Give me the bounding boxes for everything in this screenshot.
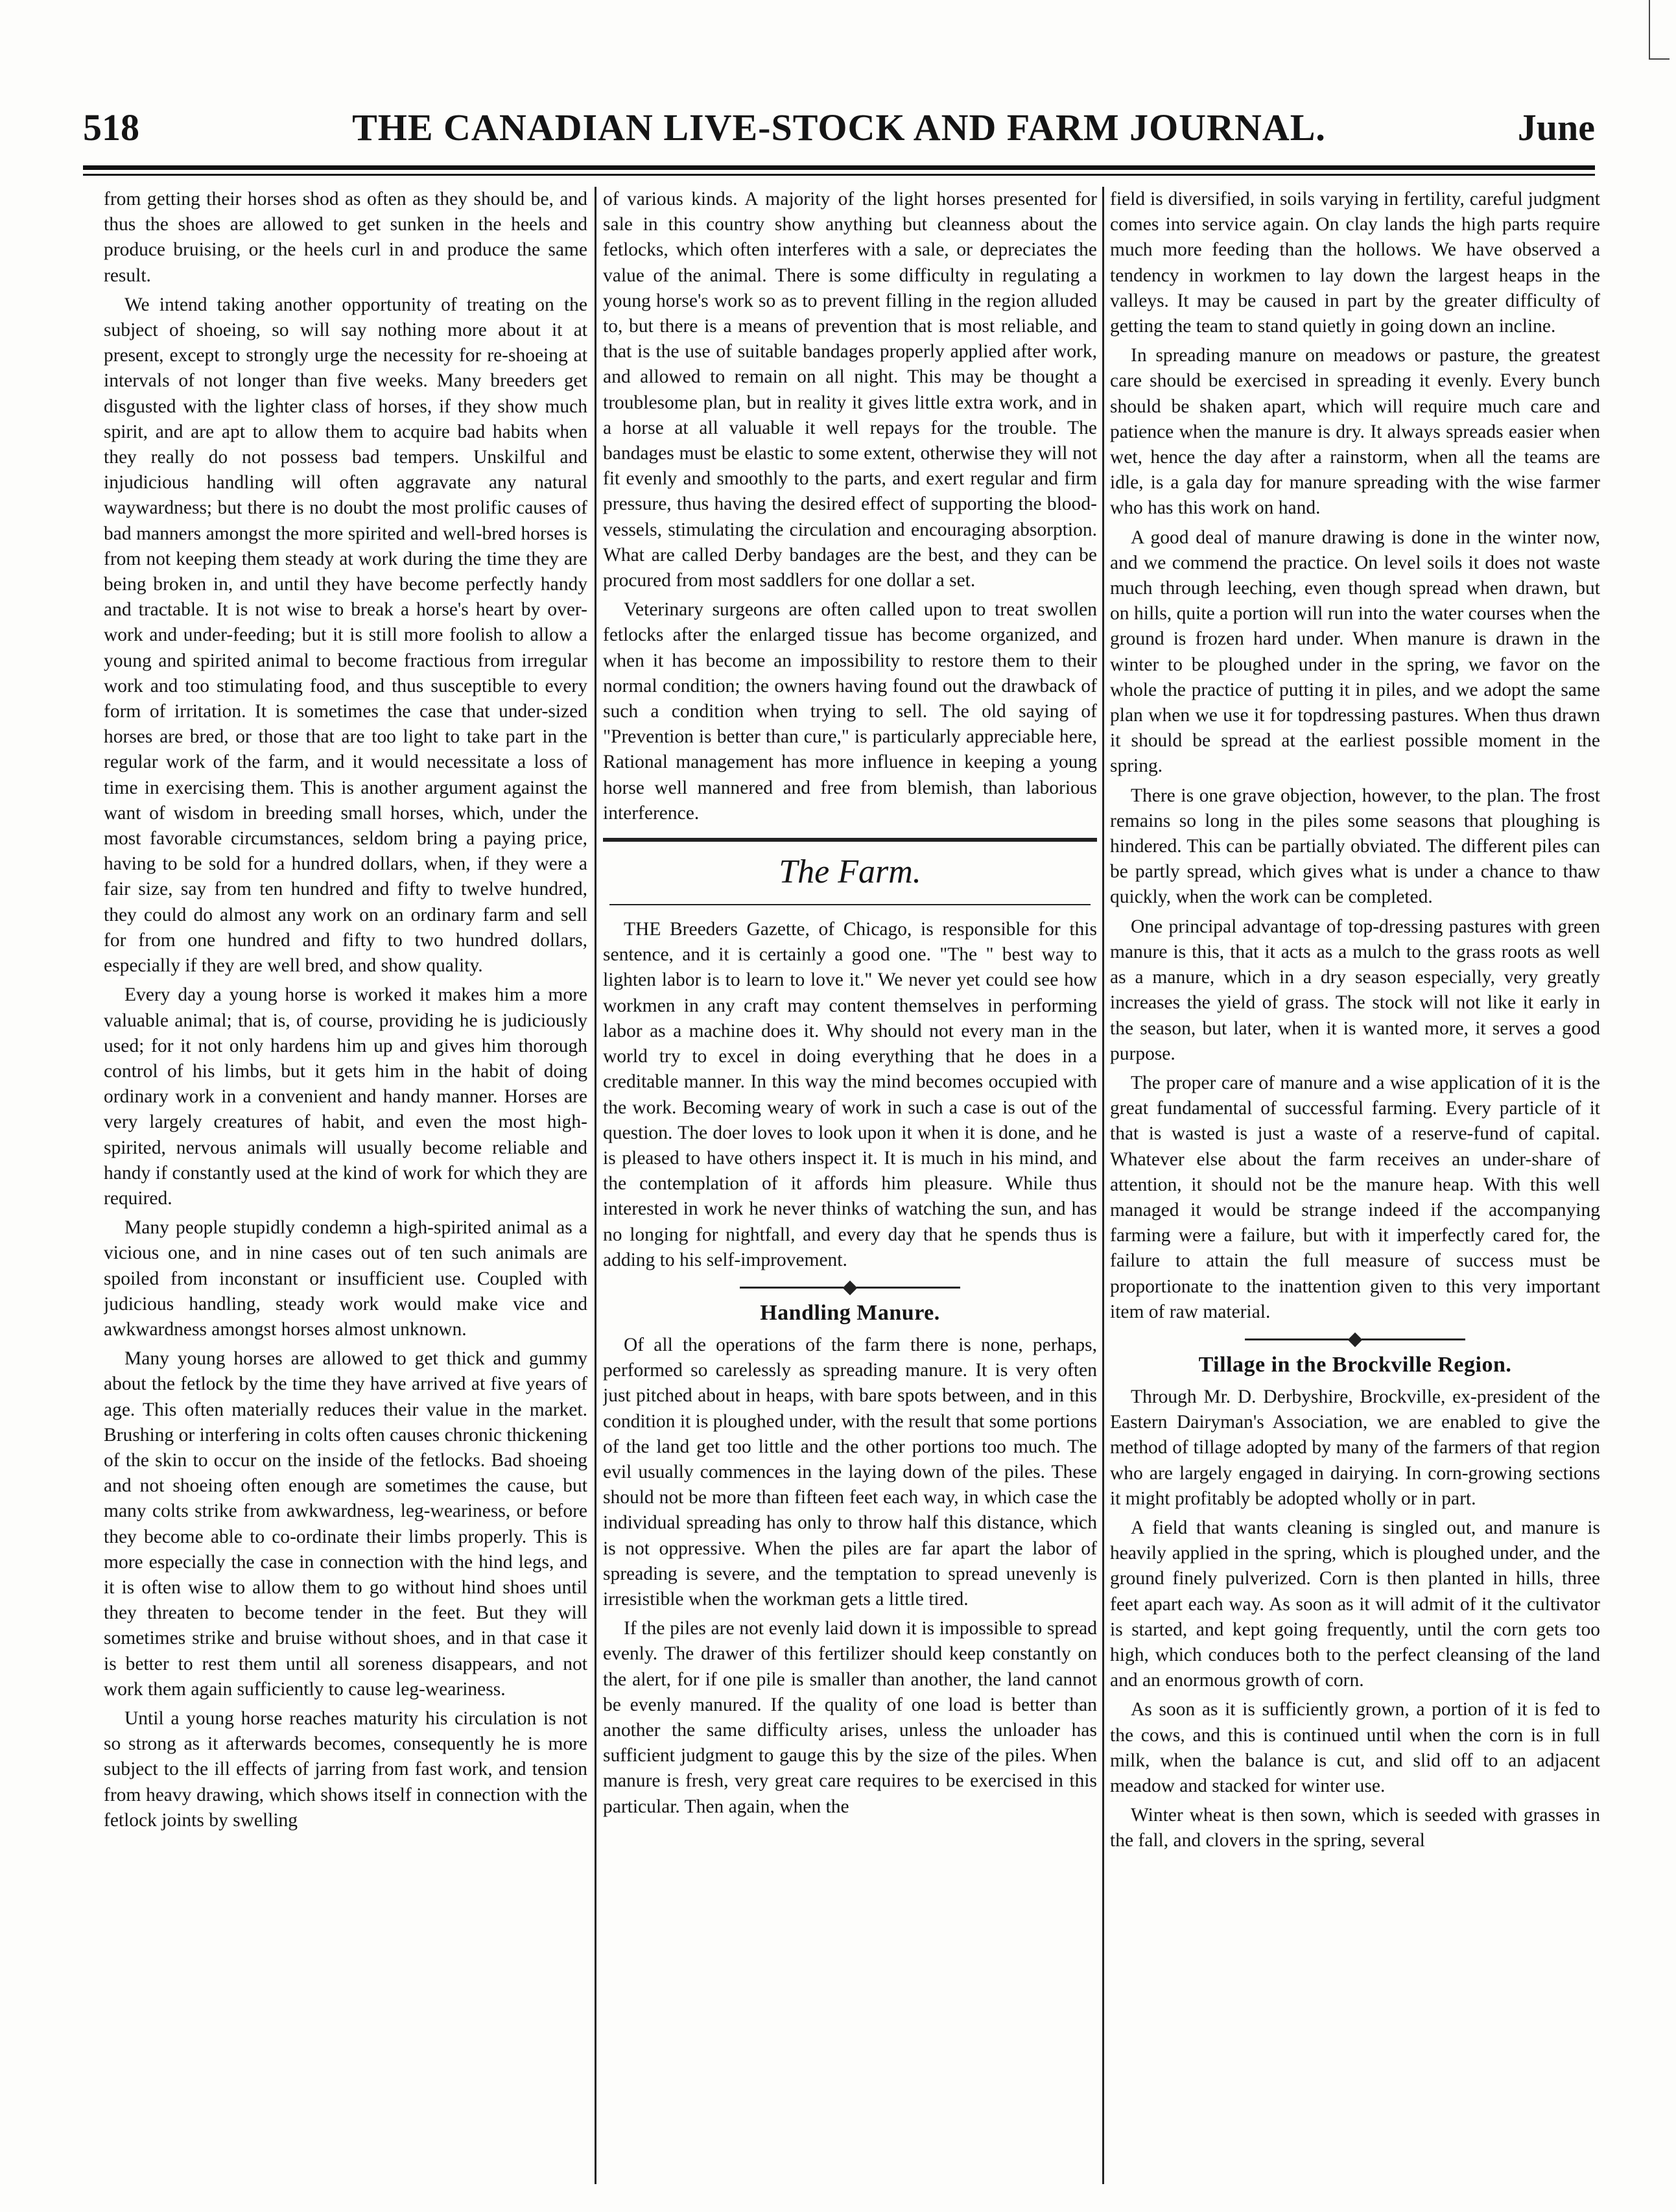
paragraph: Of all the operations of the farm there is none, perhaps, performed so carelessly as spreading manure. It is very often just pitched about in heaps, with bare spots between, and in this condition it is ploughed under, with the result that some portions of the land get too little and the other portions too much. The evil usually commences in the laying down of the piles. These should not be more than fifteen feet each way, in which case the individual spreading has only to throw half this distance, which is not oppressive. When the piles are far apart the labor of spreading is severe, and the temptation to spread unevenly is irresistible when the workman gets a little tired. bbox=[603, 1334, 1097, 1610]
paragraph: Until a young horse reaches maturity his circulation is not so strong as it afterwards becomes, consequently he is more subject to the ill effects of jarring from fast work, and tension from heavy drawing, which shows itself in connection with the fetlock joints by swelling bbox=[104, 1707, 587, 1831]
column-1 bbox=[104, 187, 587, 2184]
header-rule bbox=[83, 165, 1595, 170]
section-rule bbox=[609, 904, 1091, 905]
ornament-divider bbox=[1110, 1331, 1600, 1348]
paragraph: Every day a young horse is worked it makes him a more valuable animal; that is, of course, providing he is judiciously used; for it not only hardens him up and gives him thorough control of his limbs, but it gets him in the habit of doing ordinary work in a convenient and handy manner. Horses are very largely creatures of habit, and even the most high-spirited, nervous animals will usually become reliable and handy if constantly used at the kind of work for which they are required. bbox=[104, 984, 587, 1209]
paragraph: One principal advantage of top-dressing pastures with green manure is this, that it acts as a mulch to the grass roots as well as a manure, which in a dry season especially, very greatly increases the yield of grass. The stock will not like it early in the season, but later, when it is wanted more, it serves a good purpose. bbox=[1110, 916, 1600, 1064]
paragraph: We intend taking another opportunity of treating on the subject of shoeing, so will say nothing more about it at present, except to strongly urge the necessity for re-shoeing at intervals of not longer than five weeks. Many breeders get disgusted with the lighter class of horses, if they show much spirit, and are apt to allow them to acquire bad habits when they really do not possess bad tempers. Unskilful and injudicious handling will often aggravate any natural waywardness; but there is no doubt the most prolific causes of bad manners amongst the more spirited and well-bred horses is from not keeping them steady at work during the time they are being broken in, and until they have become perfectly handy and tractable. It is not wise to break a horse's heart by over-work and under-feeding; but it is still more foolish to allow a young and spirited animal to become fractious from irregular work and too stimulating food, and thus susceptible to every form of irritation. It is sometimes the case that under-sized horses are bred, or those that are too light to take part in the regular work of the farm, and it would necessitate a loss of time in exercising them. This is another argument against the want of wisdom in breeding small horses, which, under the most favorable circumstances, seldom bring a paying price, having to be sold for a hundred dollars, when, if they were a fair size, say from ten hundred and fifty to twelve hundred, they could do almost any work on an ordinary farm and sell for from one hundred and fifty to two hundred dollars, especially if they are well bred, and show quality. bbox=[104, 294, 587, 977]
column-2 bbox=[603, 187, 1097, 2184]
article-heading: Handling Manure. bbox=[760, 1300, 940, 1325]
ornament-divider bbox=[603, 1279, 1097, 1296]
page-number: 518 bbox=[83, 106, 139, 149]
paragraph: field is diversified, in soils varying in fertility, careful judgment comes into service again. On clay lands the high parts require much more feeding than the hollows. We have observed a tendency in workmen to lay down the largest heaps in the valleys. It may be caused in part by the greater difficulty of getting the team to stand quietly in going down an incline. bbox=[1110, 189, 1600, 337]
page-header bbox=[83, 101, 1595, 159]
paragraph: of various kinds. A majority of the light horses presented for sale in this country show anything but cleanness about the fetlocks, which often interferes with a sale, or depreciates the value of the animal. There is some difficulty in regulating a young horse's work so as to prevent filling in the region alluded to, but there is a means of prevention that is most reliable, and that is the use of suitable bandages properly applied after work, and allowed to remain on all night. This may be thought a troublesome plan, but in reality it gives little extra work, and in a horse at all valuable it well repays for the trouble. The bandages must be elastic to some extent, otherwise they will not fit evenly and smoothly to the parts, and exert regular and firm pressure, thus having the desired effect of supporting the blood-vessels, stimulating the circulation and encouraging absorption. What are called Derby bandages are the best, and they can be procured from most saddlers for one dollar a set. bbox=[603, 189, 1097, 591]
column-3 bbox=[1110, 187, 1600, 2184]
paragraph: If the piles are not evenly laid down it is impossible to spread evenly. The drawer of this fertilizer should keep constantly on the alert, for if one pile is smaller than another, the land cannot be evenly manured. If the quality of one load is better than another the same difficulty arises, unless the unloader has sufficient judgment to gauge this by the size of the piles. When manure is fresh, very great care requires to be exercised in this particular. Then again, when the bbox=[603, 1618, 1097, 1817]
article-heading: Tillage in the Brockville Region. bbox=[1198, 1352, 1512, 1377]
paragraph: As soon as it is sufficiently grown, a portion of it is fed to the cows, and this is continued until when the corn is in full milk, when the balance is cut, and slid off to an adjacent meadow and stacked for winter use. bbox=[1110, 1699, 1600, 1796]
paragraph: THE Breeders Gazette, of Chicago, is responsible for this sentence, and it is certainly a good one. "The " best way to lighten labor is to learn to love it." We never yet could see how workmen in any craft may content themselves in performing labor as a machine does it. Why should not every man in the world try to excel in doing everything that he does in a creditable manner. In this way the mind becomes occupied with the work. Becoming weary of work in such a case is out of the question. The doer loves to look upon it when it is done, and he is pleased to have others inspect it. It is much in his mind, and the contemplation of it affords him pleasure. While thus interested in work he never thinks of watching the sun, and has no longing for nightfall, and every day that he spends thus is adding to his self-improvement. bbox=[603, 919, 1097, 1270]
journal-title: THE CANADIAN LIVE-STOCK AND FARM JOURNAL. bbox=[352, 106, 1326, 149]
section-title: The Farm. bbox=[779, 853, 921, 891]
paragraph: In spreading manure on meadows or pasture, the greatest care should be exercised in spreading it evenly. Every bunch should be shaken apart, which will require much care and patience when the manure is dry. It always spreads easier when wet, hence the day after a rainstorm, when all the teams are idle, is a gala day for manure spreading with the wise farmer who has this work on hand. bbox=[1110, 345, 1600, 519]
paragraph: from getting their horses shod as often as they should be, and thus the shoes are allowed to get sunken in the heels and produce bruising, or the heels curl in and produce the same result. bbox=[104, 189, 587, 286]
page-edge-mark bbox=[1649, 0, 1670, 60]
header-rule-thin bbox=[83, 174, 1595, 176]
paragraph: A good deal of manure drawing is done in the winter now, and we commend the practice. On level soils it does not waste much through leeching, even though spread when drawn, but on hills, quite a portion will run into the water courses when the ground is frozen hard under. When manure is drawn in the winter to be ploughed under in the spring, we favor on the whole the practice of putting it in piles, and we adopt the same plan when we use it for topdressing pastures. When thus drawn it should be spread at the earliest possible moment in the spring. bbox=[1110, 527, 1600, 777]
issue-month: June bbox=[1517, 106, 1595, 149]
column-separator bbox=[1102, 187, 1104, 2184]
paragraph: Many people stupidly condemn a high-spirited animal as a vicious one, and in nine cases out of ten such animals are spoiled from inconstant or insufficient use. Coupled with judicious handling, steady work would make vice and awkwardness amongst horses almost unknown. bbox=[104, 1217, 587, 1340]
paragraph: There is one grave objection, however, to the plan. The frost remains so long in the piles some seasons that ploughing is hindered. This can be partially obviated. The different piles can be partly spread, which gives what is under a chance to thaw quickly, when the work can be completed. bbox=[1110, 785, 1600, 908]
paragraph: Winter wheat is then sown, which is seeded with grasses in the fall, and clovers in the spring, several bbox=[1110, 1805, 1600, 1851]
paragraph: The proper care of manure and a wise application of it is the great fundamental of successful farming. Every particle of it that is wasted is just a waste of a reserve-fund of capital. Whatever else about the farm receives an under-share of attention, it should not be the manure heap. With this well managed it would be strange indeed if the accompanying farming were a failure, but with it imperfectly cared for, the failure to attain the full measure of success must be proportionate to the inattention given to this very important item of raw material. bbox=[1110, 1072, 1600, 1322]
paragraph: Through Mr. D. Derbyshire, Brockville, ex-president of the Eastern Dairyman's Association, we are enabled to give the method of tillage adopted by many of the farmers of that region who are largely engaged in dairying. In corn-growing sections it might profitably be adopted wholly or in part. bbox=[1110, 1386, 1600, 1509]
paragraph: A field that wants cleaning is singled out, and manure is heavily applied in the spring, which is ploughed under, and the ground finely pulverized. Corn is then planted in hills, three feet apart each way. As soon as it will admit of it the cultivator is started, and kept going frequently, until the corn gets too high, which conduces both to the perfect cleansing of the land and an enormous growth of corn. bbox=[1110, 1517, 1600, 1691]
paragraph: Many young horses are allowed to get thick and gummy about the fetlock by the time they have arrived at five years of age. This often materially reduces their value in the market. Brushing or interfering in colts often causes chronic thickening of the skin to occur on the inside of the fetlocks. Bad shoeing and not shoeing often enough are sometimes the cause, but many colts strike from awkwardness, leg-weariness, or before they become able to co-ordinate their limbs properly. This is more especially the case in connection with the hind legs, and it is often wise to allow them to go without hind shoes until they threaten to become tender in the feet. But they will sometimes strike and bruise without shoes, and in that case it is better to rest them until all soreness disappears, and not work them again sufficiently to cause leg-weariness. bbox=[104, 1348, 587, 1700]
paragraph: Veterinary surgeons are often called upon to treat swollen fetlocks after the enlarged tissue has become organized, and when it has become an impossibility to restore them to their normal condition; the owners having found out the drawback of such a condition when trying to sell. The old saying of "Prevention is better than cure," is particularly appreciable here, Rational management has more influence in keeping a young horse well mannered and free from blemish, than laborious interference. bbox=[603, 599, 1097, 824]
column-separator bbox=[595, 187, 596, 2184]
section-divider bbox=[603, 838, 1097, 842]
